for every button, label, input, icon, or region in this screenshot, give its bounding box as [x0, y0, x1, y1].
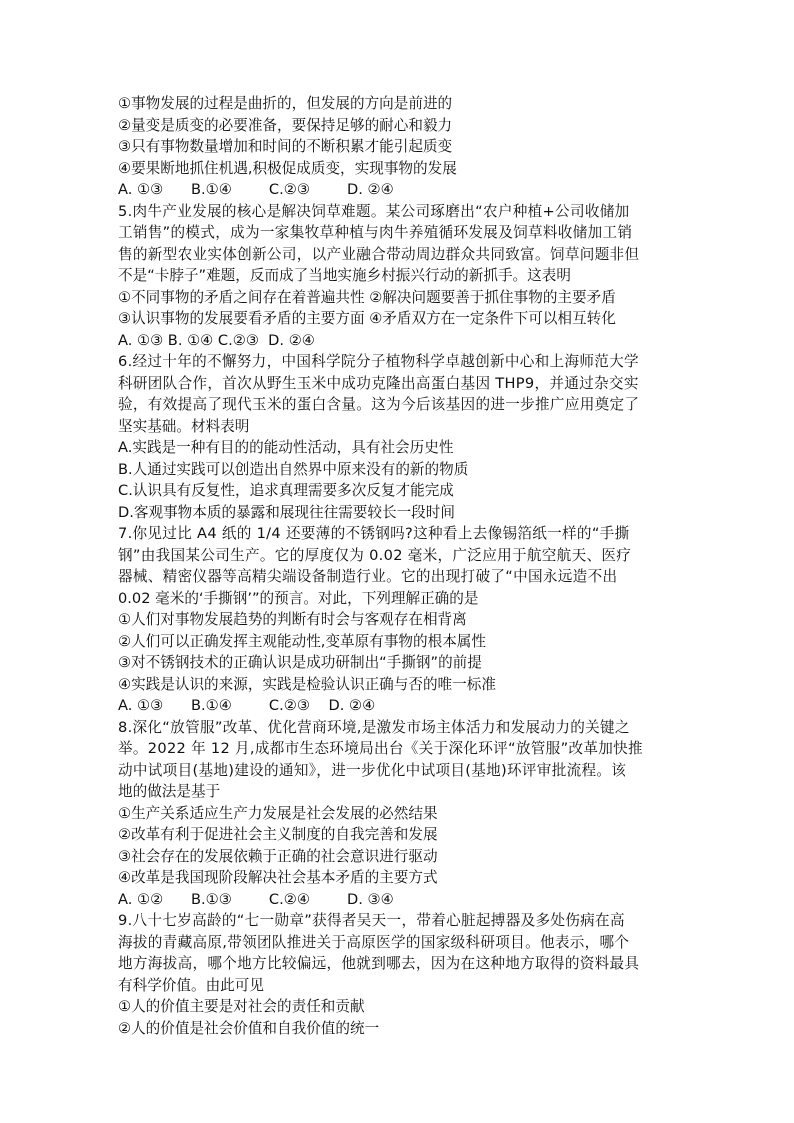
text-line: 举。2022 年 12 月,成都市生态环境局出台《关于深化环评“放管服”改革加快推 — [118, 740, 643, 757]
text-line: ④要果断地抓住机遇,积极促成质变，实现事物的发展 — [118, 159, 457, 177]
text-line: ①人们对事物发展趋势的判断有时会与客观存在相背离 — [118, 611, 467, 628]
text-line: ④改革是我国现阶段解决社会基本矛盾的主要方式 — [118, 869, 438, 886]
text-line: ①人的价值主要是对社会的责任和贡献 — [118, 998, 365, 1015]
option-b: B.人通过实践可以创造出自然界中原来没有的新的物质 — [118, 460, 469, 478]
text-line: 地方海拔高，哪个地方比较偏远，他就到哪去，因为在这种地方取得的资料最具 — [118, 955, 640, 972]
text-line: ②改革有利于促进社会主义制度的自我完善和发展 — [118, 826, 438, 843]
text-line: 售的新型农业实体创新公司，以产业融合带动周边群众共同致富。饲草问题非但 — [118, 245, 640, 263]
question-8-stem: 8.深化“放管服”改革、优化营商环境,是激发市场主体活力和发展动力的关键之 — [118, 718, 630, 736]
answer-options: A. ①③ B. ①④ C.②③ D. ②④ — [118, 331, 315, 349]
text-line: 地的做法是基于 — [118, 783, 221, 800]
text-line: 海拔的青藏高原,带领团队推进关于高原医学的国家级科研项目。他表示，哪个 — [118, 933, 630, 951]
question-7-stem: 7.你见过比 A4 纸的 1/4 还要薄的不锈钢吗?这种看上去像锡箔纸一样的“手撕 — [118, 525, 630, 542]
text-line: ①生产关系适应生产力发展是社会发展的必然结果 — [118, 804, 438, 822]
option-a: A.实践是一种有目的的能动性活动，具有社会历史性 — [118, 439, 454, 456]
option-d: D.客观事物本质的暴露和展现往往需要较长一段时间 — [118, 503, 455, 521]
text-line: ②量变是质变的必要准备，要保持足够的耐心和毅力 — [118, 116, 453, 134]
text-line: ③认识事物的发展要看矛盾的主要方面 ④矛盾双方在一定条件下可以相互转化 — [118, 310, 616, 327]
text-line: ②人们可以正确发挥主观能动性,变革原有事物的根本属性 — [118, 632, 486, 650]
text-line: ③只有事物数量增加和时间的不断积累才能引起质变 — [118, 138, 453, 155]
question-6-stem: 6.经过十年的不懈努力，中国科学院分子植物科学卓越创新中心和上海师范大学 — [118, 353, 639, 370]
text-line: ③社会存在的发展依赖于正确的社会意识进行驱动 — [118, 847, 438, 865]
text-line: ①事物发展的过程是曲折的，但发展的方向是前进的 — [118, 95, 453, 112]
text-line: 科研团队合作，首次从野生玉米中成功克隆出高蛋白基因 THP9，并通过杂交实 — [118, 374, 639, 392]
text-line: ④实践是认识的来源，实践是检验认识正确与否的唯一标准 — [118, 675, 496, 693]
text-line: 钢”由我国某公司生产。它的厚度仅为 0.02 毫米，广泛应用于航空航天、医疗 — [118, 546, 632, 564]
question-text — [118, 93, 678, 1039]
text-line: ③对不锈钢技术的正确认识是成功研制出“手撕钢”的前提 — [118, 654, 482, 671]
text-line: ①不同事物的矛盾之间存在着普遍共性 ②解决问题要善于抓住事物的主要矛盾 — [118, 288, 616, 306]
text-line: 不是“卡脖子”难题，反而成了当地实施乡村振兴行动的新抓手。这表明 — [118, 267, 571, 284]
text-line: 有科学价值。由此可见 — [118, 976, 264, 994]
answer-options: A. ①③ B.①④ C.②③ D. ②④ — [118, 181, 394, 198]
text-line: 器械、精密仪器等高精尖端设备制造行业。它的出现打破了“中国永远造不出 — [118, 568, 618, 585]
text-line: ②人的价值是社会价值和自我价值的统一 — [118, 1019, 380, 1037]
text-line: 0.02 毫米的‘手撕钢’”的预言。对此，下列理解正确的是 — [118, 589, 479, 607]
text-line: 动中试项目(基地)建设的通知》，进一步优化中试项目(基地)环评审批流程。该 — [118, 761, 627, 779]
text-line: 工销售”的模式，成为一家集牧草种植与肉牛养殖循环发展及饲草料收储加工销 — [118, 224, 633, 241]
answer-options: A. ①② B.①③ C.②④ D. ③④ — [118, 890, 394, 908]
answer-options: A. ①③ B.①④ C.②③ D. ②④ — [118, 697, 376, 714]
question-5-stem: 5.肉牛产业发展的核心是解决饲草难题。某公司琢磨出“农户种植+公司收储加 — [118, 202, 630, 220]
text-line: 验，有效提高了现代玉米的蛋白含量。这为今后该基因的进一步推广应用奠定了 — [118, 396, 640, 413]
text-line: 坚实基础。材料表明 — [118, 417, 250, 435]
option-c: C.认识具有反复性，追求真理需要多次反复才能完成 — [118, 482, 454, 499]
question-9-stem: 9.八十七岁高龄的“七一勋章”获得者吴天一，带着心脏起搏器及多处伤病在高 — [118, 912, 625, 929]
